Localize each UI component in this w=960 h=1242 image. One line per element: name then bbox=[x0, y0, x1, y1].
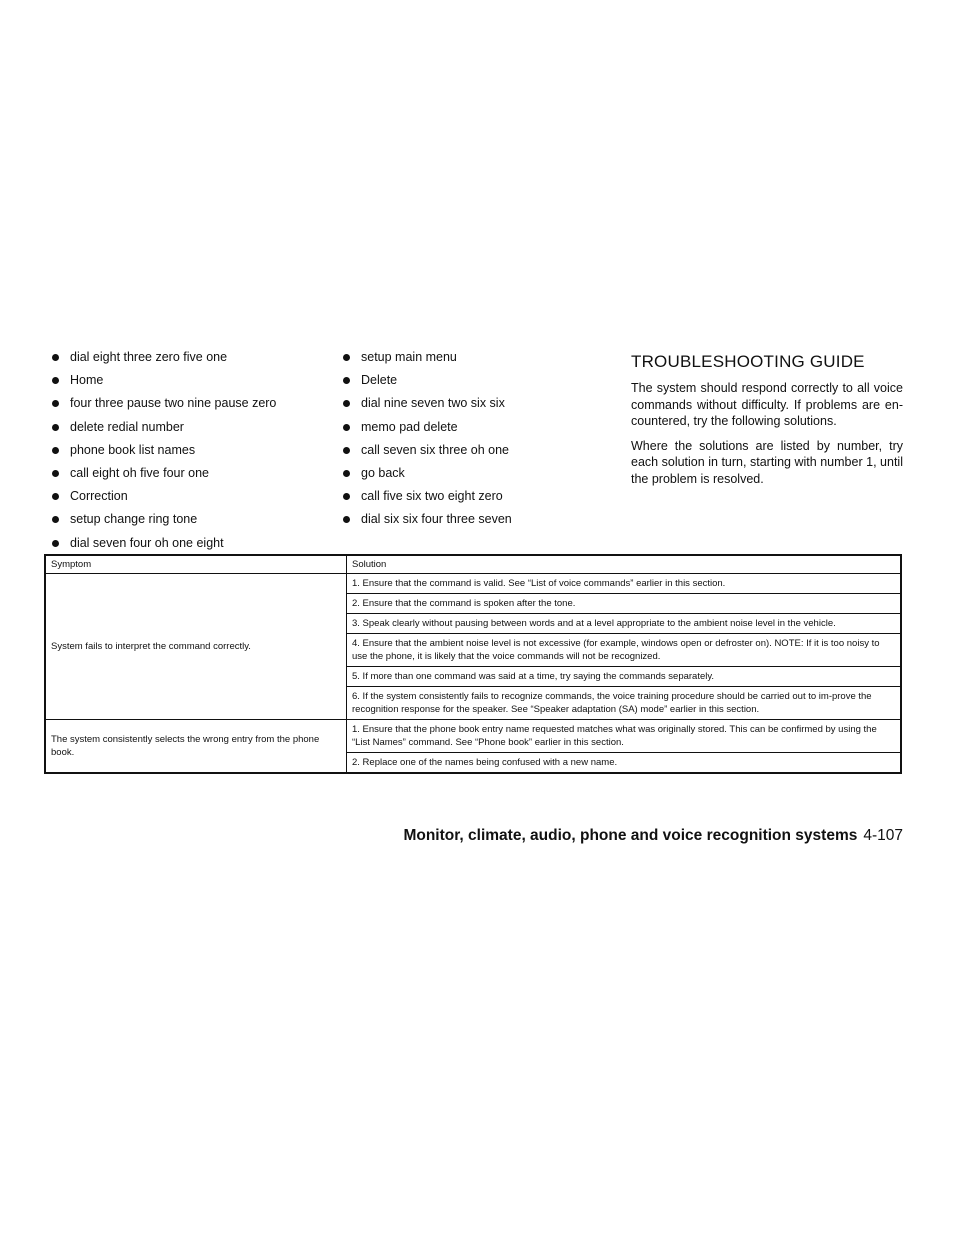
page-footer bbox=[403, 827, 903, 845]
list-item-text: Delete bbox=[361, 373, 398, 388]
bullet-icon bbox=[52, 516, 59, 523]
symptom-cell: The system consistently selects the wrong entry from the phone book. bbox=[45, 720, 347, 774]
list-item bbox=[343, 350, 603, 365]
list-item bbox=[52, 466, 322, 481]
symptom-cell: System fails to interpret the command correctly. bbox=[45, 574, 347, 720]
bullet-icon bbox=[343, 447, 350, 454]
list-item bbox=[343, 396, 603, 411]
solution-cell: 4. Ensure that the ambient noise level is not excessive (for example, windows open or defroster on). NOTE: If it is too noisy to use the phone, it is likely that the voice commands will not be recognized. bbox=[347, 634, 902, 667]
table-header-row bbox=[45, 555, 901, 574]
list-item bbox=[343, 466, 603, 481]
list-item bbox=[343, 373, 603, 388]
bullet-icon bbox=[52, 354, 59, 361]
bullet-icon bbox=[343, 377, 350, 384]
bullet-icon bbox=[343, 516, 350, 523]
list-item bbox=[343, 512, 603, 527]
bullet-icon bbox=[343, 493, 350, 500]
solution-cell: 2. Replace one of the names being confused with a new name. bbox=[347, 753, 902, 774]
solution-cell: 2. Ensure that the command is spoken after the tone. bbox=[347, 594, 902, 614]
instructions-paragraph: Where the solutions are listed by number, try each solution in turn, starting with number 1, until the problem is resolved. bbox=[631, 438, 903, 486]
list-item-text: call five six two eight zero bbox=[361, 489, 503, 504]
intro-paragraph: The system should respond correctly to all voice commands without difficulty. If problems are en-countered, try the following solutions. bbox=[631, 381, 903, 428]
list-item-text: Home bbox=[70, 373, 104, 388]
list-item bbox=[52, 536, 322, 551]
list-item-text: call eight oh five four one bbox=[70, 465, 209, 480]
list-item bbox=[52, 512, 322, 527]
bullet-icon bbox=[343, 470, 350, 477]
solution-cell: 5. If more than one command was said at a time, try saying the commands separately. bbox=[347, 667, 902, 687]
list-item-text: setup main menu bbox=[361, 350, 457, 364]
header-symptom: Symptom bbox=[45, 555, 347, 574]
bullet-icon bbox=[52, 447, 59, 454]
bullet-icon bbox=[52, 493, 59, 500]
list-item-text: delete redial number bbox=[70, 419, 184, 434]
list-item-text: go back bbox=[361, 465, 405, 480]
list-item bbox=[343, 420, 603, 435]
list-item-text: call seven six three oh one bbox=[361, 442, 510, 457]
bullet-icon bbox=[52, 377, 59, 384]
page-number: 4-107 bbox=[863, 827, 903, 844]
list-item bbox=[52, 443, 322, 458]
solution-cell: 1. Ensure that the command is valid. See “List of voice commands” earlier in this section. bbox=[347, 574, 902, 594]
bullet-icon bbox=[52, 470, 59, 477]
list-item bbox=[343, 489, 603, 504]
bullet-icon bbox=[343, 424, 350, 431]
footer-section-title: Monitor, climate, audio, phone and voice recognition systems bbox=[403, 827, 858, 844]
command-list-right bbox=[343, 350, 603, 536]
bullet-icon bbox=[343, 354, 350, 361]
list-item-text: four three pause two nine pause zero bbox=[70, 396, 277, 411]
table-row bbox=[45, 720, 901, 753]
list-item-text: setup change ring tone bbox=[70, 512, 198, 527]
solution-cell: 1. Ensure that the phone book entry name requested matches what was originally stored. This can be confirmed by using the “List Names” command. See “Phone book” earlier in this section. bbox=[347, 720, 902, 753]
solution-cell: 6. If the system consistently fails to recognize commands, the voice training procedure should be carried out to im-prove the recognition response for the speaker. See “Speaker adaptation (SA) mode” earlier in this section. bbox=[347, 687, 902, 720]
list-item bbox=[52, 350, 322, 365]
section-heading: TROUBLESHOOTING GUIDE bbox=[631, 352, 865, 371]
bullet-icon bbox=[52, 540, 59, 547]
troubleshooting-table bbox=[44, 554, 902, 774]
table-row bbox=[45, 574, 901, 594]
list-item-text: dial eight three zero five one bbox=[70, 350, 228, 364]
list-item-text: dial seven four oh one eight bbox=[70, 535, 224, 550]
solution-cell: 3. Speak clearly without pausing between words and at a level appropriate to the ambient noise level in the vehicle. bbox=[347, 614, 902, 634]
list-item-text: Correction bbox=[70, 489, 128, 504]
list-item-text: dial nine seven two six six bbox=[361, 396, 505, 411]
list-item bbox=[343, 443, 603, 458]
command-list-left bbox=[52, 350, 322, 559]
list-item-text: dial six six four three seven bbox=[361, 512, 512, 527]
list-item-text: phone book list names bbox=[70, 442, 196, 457]
list-item bbox=[52, 396, 322, 411]
header-solution: Solution bbox=[347, 555, 902, 574]
list-item bbox=[52, 420, 322, 435]
list-item bbox=[52, 489, 322, 504]
bullet-icon bbox=[52, 424, 59, 431]
troubleshooting-intro bbox=[631, 350, 903, 495]
list-item-text: memo pad delete bbox=[361, 419, 458, 434]
bullet-icon bbox=[343, 400, 350, 407]
list-item bbox=[52, 373, 322, 388]
bullet-icon bbox=[52, 400, 59, 407]
